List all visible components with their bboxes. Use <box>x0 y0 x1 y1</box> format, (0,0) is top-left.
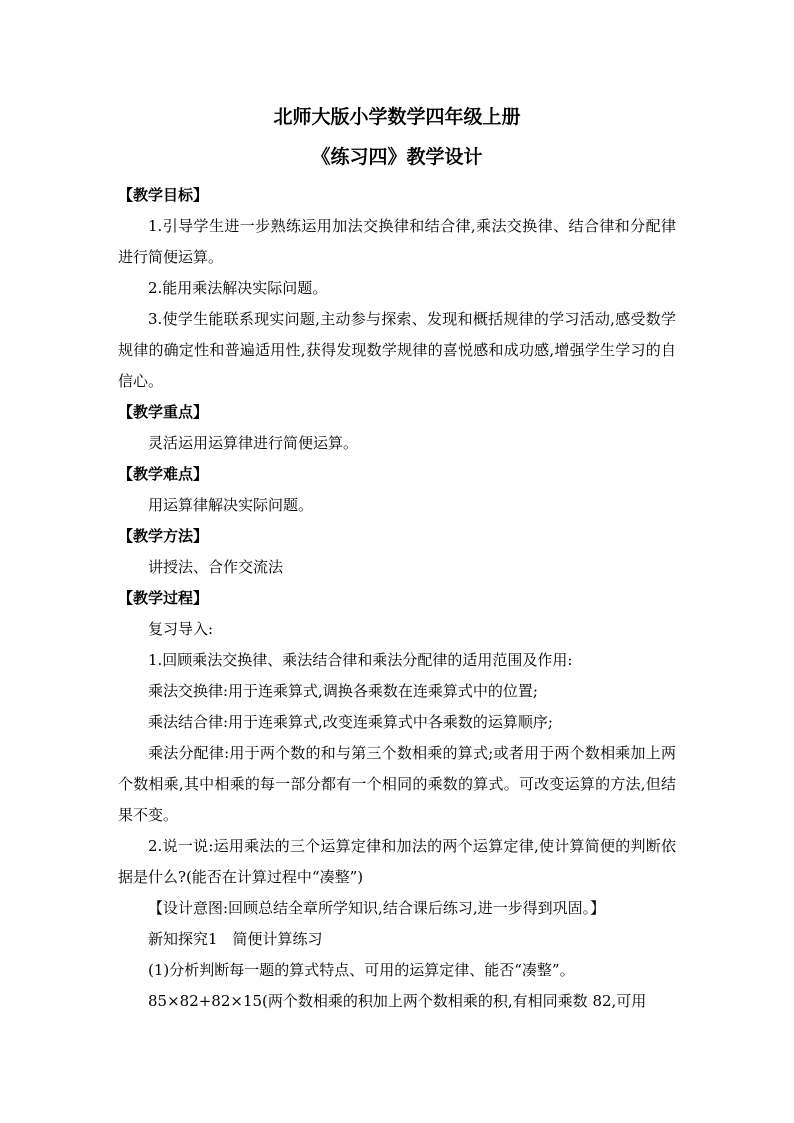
process-paragraph: 新知探究1 简便计算练习 <box>148 930 323 948</box>
process-paragraph: (1)分析判断每一题的算式特点、可用的运算定律、能否“凑整”。 <box>148 961 575 979</box>
document-title: 北师大版小学数学四年级上册 <box>273 106 521 128</box>
process-paragraph: 2.说一说:运用乘法的三个运算定律和加法的两个运算定律,使计算简便的判断依据是什么?(能否在计算过程中“凑整”) <box>118 837 676 886</box>
design-intent-note: 【设计意图:回顾总结全章所学知识,结合课后练习,进一步得到巩固。】 <box>148 899 606 917</box>
process-paragraph: 1.回顾乘法交换律、乘法结合律和乘法分配律的适用范围及作用: <box>148 651 573 669</box>
key-points-heading: 【教学重点】 <box>118 403 209 421</box>
process-paragraph: 乘法交换律:用于连乘算式,调换各乘数在连乘算式中的位置; <box>148 682 538 700</box>
process-paragraph: 复习导入: <box>148 620 214 638</box>
document-subtitle: 《练习四》教学设计 <box>311 146 483 168</box>
process-heading: 【教学过程】 <box>118 589 209 607</box>
objective-item: 1.引导学生进一步熟练运用加法交换律和结合律,乘法交换律、结合律和分配律进行简便运算。 <box>118 217 676 266</box>
objective-item: 3.使学生能联系现实问题,主动参与探索、发现和概括规律的学习活动,感受数学规律的确定性和普遍适用性,获得发现数学规律的喜悦感和成功感,增强学生学习的自信心。 <box>118 310 676 390</box>
objectives-heading: 【教学目标】 <box>118 186 209 204</box>
objective-item: 2.能用乘法解决实际问题。 <box>148 279 328 297</box>
key-points-text: 灵活运用运算律进行简便运算。 <box>148 434 359 452</box>
methods-heading: 【教学方法】 <box>118 527 209 545</box>
process-paragraph: 乘法分配律:用于两个数的和与第三个数相乘的算式;或者用于两个数相乘加上两个数相乘,其中相乘的每一部分都有一个相同的乘数的算式。可改变运算的方法,但结果不变。 <box>118 744 676 824</box>
methods-text: 讲授法、合作交流法 <box>148 558 284 576</box>
process-paragraph: 乘法结合律:用于连乘算式,改变连乘算式中各乘数的运算顺序; <box>148 713 553 731</box>
difficulties-text: 用运算律解决实际问题。 <box>148 496 314 514</box>
difficulties-heading: 【教学难点】 <box>118 465 209 483</box>
process-paragraph: 85×82+82×15(两个数相乘的积加上两个数相乘的积,有相同乘数 82,可用 <box>148 992 647 1010</box>
document-body <box>118 180 676 1017</box>
